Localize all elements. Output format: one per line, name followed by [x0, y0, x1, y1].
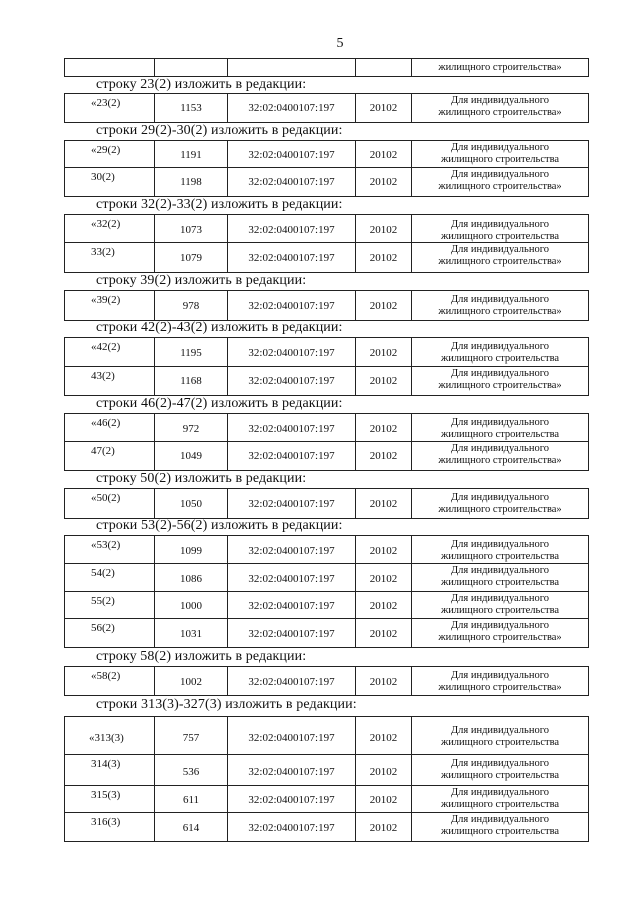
table-row	[64, 535, 589, 564]
row-number: 56(2)	[91, 622, 115, 634]
row-number: 43(2)	[91, 370, 115, 382]
row-number: «58(2)	[91, 670, 121, 682]
section-heading: строки 32(2)-33(2) изложить в редакции:	[96, 197, 343, 212]
use-code: 20102	[369, 149, 398, 161]
row-number: 55(2)	[91, 595, 115, 607]
purpose-text: Для индивидуального жилищного строительства	[440, 539, 560, 562]
purpose-text: Для индивидуального жилищного строительства	[440, 758, 560, 781]
area-value: 1198	[180, 176, 202, 188]
section-heading: строки 53(2)-56(2) изложить в редакции:	[96, 518, 343, 533]
area-value: 978	[182, 300, 200, 312]
use-code: 20102	[369, 300, 398, 312]
purpose-text: Для индивидуального жилищного строительства	[440, 593, 560, 616]
table-row	[64, 785, 589, 813]
area-value: 1099	[180, 545, 202, 557]
row-number: «32(2)	[91, 218, 121, 230]
table-row	[64, 754, 589, 786]
area-value: 1191	[180, 149, 202, 161]
use-code: 20102	[369, 600, 398, 612]
table-row	[64, 618, 589, 648]
section-heading: строки 42(2)-43(2) изложить в редакции:	[96, 320, 343, 335]
use-code: 20102	[369, 794, 398, 806]
cadastral-number: 32:02:0400107:197	[248, 498, 335, 510]
area-value: 1002	[180, 676, 202, 688]
use-code: 20102	[369, 102, 398, 114]
area-value: 757	[182, 732, 200, 744]
row-number: «46(2)	[91, 417, 121, 429]
area-value: 1153	[180, 102, 202, 114]
purpose-text: Для индивидуального жилищного строительства»	[438, 95, 562, 118]
use-code: 20102	[369, 822, 398, 834]
purpose-text: Для индивидуального жилищного строительства»	[438, 492, 562, 515]
purpose-text: Для индивидуального жилищного строительства»	[438, 169, 562, 192]
purpose-text: Для индивидуального жилищного строительства»	[438, 443, 562, 466]
table-row	[64, 488, 589, 519]
use-code: 20102	[369, 732, 398, 744]
cadastral-number: 32:02:0400107:197	[248, 375, 335, 387]
area-value: 1073	[180, 224, 202, 236]
area-value: 1086	[180, 573, 202, 585]
use-code: 20102	[369, 498, 398, 510]
cadastral-number: 32:02:0400107:197	[248, 300, 335, 312]
purpose-text: Для индивидуального жилищного строительства	[440, 417, 560, 440]
cadastral-number: 32:02:0400107:197	[248, 149, 335, 161]
purpose-text: Для индивидуального жилищного строительства»	[438, 670, 562, 693]
table-row	[64, 666, 589, 696]
table-row	[64, 167, 589, 197]
section-heading: строку 58(2) изложить в редакции:	[96, 649, 307, 664]
area-value: 614	[182, 822, 200, 834]
area-value: 536	[182, 766, 200, 778]
use-code: 20102	[369, 676, 398, 688]
use-code: 20102	[369, 224, 398, 236]
area-value: 1195	[180, 347, 202, 359]
row-number: «313(3)	[89, 732, 124, 744]
use-code: 20102	[369, 375, 398, 387]
cadastral-number: 32:02:0400107:197	[248, 628, 335, 640]
use-code: 20102	[369, 450, 398, 462]
table-row	[64, 591, 589, 619]
table-row	[64, 337, 589, 367]
table-row	[64, 812, 589, 842]
purpose-text: жилищного строительства»	[438, 62, 562, 73]
row-number: 33(2)	[91, 246, 115, 258]
row-number: 47(2)	[91, 445, 115, 457]
table-row	[64, 242, 589, 273]
row-number: 316(3)	[91, 816, 121, 828]
table-row	[64, 58, 589, 77]
use-code: 20102	[369, 766, 398, 778]
cadastral-number: 32:02:0400107:197	[248, 794, 335, 806]
purpose-text: Для индивидуального жилищного строительства»	[438, 244, 562, 267]
purpose-text: Для индивидуального жилищного строительства	[440, 725, 560, 748]
area-value: 1000	[180, 600, 202, 612]
use-code: 20102	[369, 423, 398, 435]
cadastral-number: 32:02:0400107:197	[248, 732, 335, 744]
row-number: «29(2)	[91, 144, 121, 156]
cadastral-number: 32:02:0400107:197	[248, 766, 335, 778]
area-value: 1031	[180, 628, 202, 640]
purpose-text: Для индивидуального жилищного строительства	[440, 814, 560, 837]
page-number: 5	[336, 36, 344, 51]
purpose-text: Для индивидуального жилищного строительства	[440, 142, 560, 165]
row-number: «42(2)	[91, 341, 121, 353]
table-row	[64, 441, 589, 471]
purpose-text: Для индивидуального жилищного строительства»	[438, 368, 562, 391]
row-number: 54(2)	[91, 567, 115, 579]
row-number: 314(3)	[91, 758, 121, 770]
cadastral-number: 32:02:0400107:197	[248, 423, 335, 435]
section-heading: строки 29(2)-30(2) изложить в редакции:	[96, 123, 343, 138]
row-number: «23(2)	[91, 97, 121, 109]
section-heading: строку 50(2) изложить в редакции:	[96, 471, 307, 486]
area-value: 1168	[180, 375, 202, 387]
purpose-text: Для индивидуального жилищного строительства	[440, 219, 560, 242]
row-number: «50(2)	[91, 492, 121, 504]
purpose-text: Для индивидуального жилищного строительства	[440, 341, 560, 364]
area-value: 972	[182, 423, 200, 435]
section-heading: строки 46(2)-47(2) изложить в редакции:	[96, 396, 343, 411]
table-row	[64, 716, 589, 755]
cadastral-number: 32:02:0400107:197	[248, 676, 335, 688]
area-value: 1050	[180, 498, 202, 510]
use-code: 20102	[369, 628, 398, 640]
row-number: 30(2)	[91, 171, 115, 183]
table-row	[64, 413, 589, 442]
cadastral-number: 32:02:0400107:197	[248, 450, 335, 462]
use-code: 20102	[369, 573, 398, 585]
row-number: 315(3)	[91, 789, 121, 801]
row-number: «39(2)	[91, 294, 121, 306]
cadastral-number: 32:02:0400107:197	[248, 347, 335, 359]
purpose-text: Для индивидуального жилищного строительства»	[438, 294, 562, 317]
use-code: 20102	[369, 347, 398, 359]
purpose-text: Для индивидуального жилищного строительства»	[438, 620, 562, 643]
table-row	[64, 290, 589, 321]
cadastral-number: 32:02:0400107:197	[248, 600, 335, 612]
area-value: 611	[182, 794, 200, 806]
section-heading: строки 313(3)-327(3) изложить в редакции:	[96, 697, 357, 712]
area-value: 1049	[180, 450, 202, 462]
cadastral-number: 32:02:0400107:197	[248, 252, 335, 264]
use-code: 20102	[369, 545, 398, 557]
table-row	[64, 140, 589, 168]
table-row	[64, 93, 589, 123]
table-row	[64, 563, 589, 592]
cadastral-number: 32:02:0400107:197	[248, 545, 335, 557]
section-heading: строку 23(2) изложить в редакции:	[96, 77, 307, 92]
cadastral-number: 32:02:0400107:197	[248, 102, 335, 114]
section-heading: строку 39(2) изложить в редакции:	[96, 273, 307, 288]
cadastral-number: 32:02:0400107:197	[248, 573, 335, 585]
use-code: 20102	[369, 252, 398, 264]
purpose-text: Для индивидуального жилищного строительства	[440, 565, 560, 588]
purpose-text: Для индивидуального жилищного строительства	[440, 787, 560, 810]
area-value: 1079	[180, 252, 202, 264]
cadastral-number: 32:02:0400107:197	[248, 224, 335, 236]
table-row	[64, 214, 589, 243]
use-code: 20102	[369, 176, 398, 188]
table-row	[64, 366, 589, 396]
cadastral-number: 32:02:0400107:197	[248, 822, 335, 834]
cadastral-number: 32:02:0400107:197	[248, 176, 335, 188]
row-number: «53(2)	[91, 539, 121, 551]
